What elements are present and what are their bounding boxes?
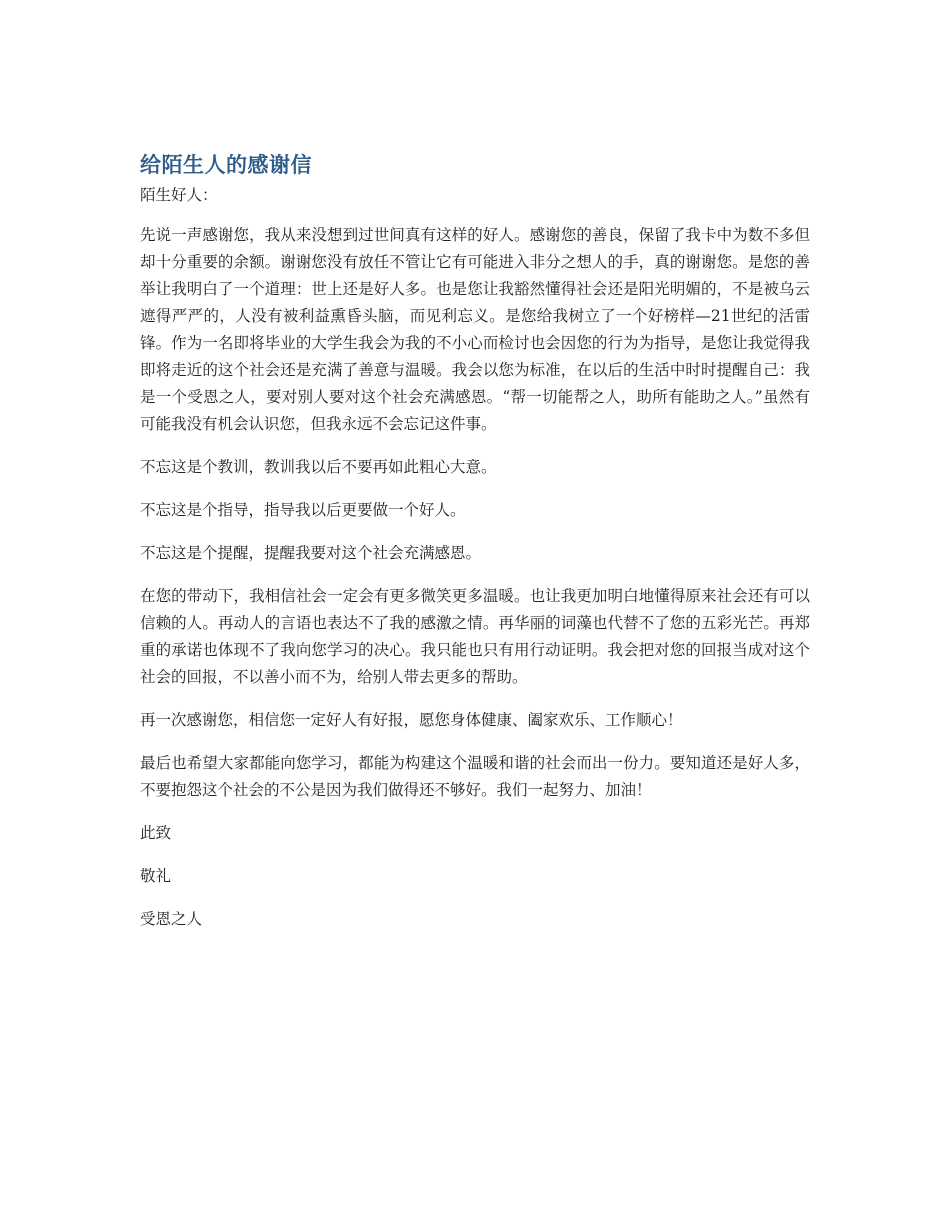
closing-line-2: 敬礼: [140, 867, 172, 885]
paragraph-influence: 在您的带动下，我相信社会一定会有更多微笑更多温暖。也让我更加明白地懂得原来社会还有可以信赖的人。再动人的言语也表达不了我的感激之情。再华丽的词藻也代替不了您的五彩光芒。再郑重的承诺也体现不了我向您学习的决心。我只能也只有用行动证明。我会把对您的回报当成对这个社会的回报，不以善小而不为，给别人带去更多的帮助。: [140, 587, 810, 686]
signature: 受恩之人: [140, 910, 203, 928]
paragraph-main: 先说一声感谢您，我从来没想到过世间真有这样的好人。感谢您的善良，保留了我卡中为数不多但却十分重要的余额。谢谢您没有放任不管让它有可能进入非分之想人的手，真的谢谢您。是您的善举让我明白了一个道理：世上还是好人多。也是您让我豁然懂得社会还是阳光明媚的，不是被乌云遮得严严的，人没有被利益熏昏头脑，而见利忘义。是您给我树立了一个好榜样—21世纪的活雷锋。作为一名即将毕业的大学生我会为我的不小心而检讨也会因您的行为为指导，是您让我觉得我即将走近的这个社会还是充满了善意与温暖。我会以您为标准，在以后的生活中时时提醒自己：我是一个受恩之人，要对别人要对这个社会充满感恩。“帮一切能帮之人，助所有能助之人。”虽然有可能我没有机会认识您，但我永远不会忘记这件事。: [140, 226, 810, 433]
salutation: 陌生好人：: [140, 186, 218, 204]
letter-page: [140, 148, 810, 949]
paragraph-lesson: 不忘这是个教训，教训我以后不要再如此粗心大意。: [140, 458, 497, 476]
paragraph-reminder: 不忘这是个提醒，提醒我要对这个社会充满感恩。: [140, 544, 482, 562]
document-title: 给陌生人的感谢信: [140, 153, 312, 177]
paragraph-guidance: 不忘这是个指导，指导我以后更要做一个好人。: [140, 501, 466, 519]
closing-line-1: 此致: [140, 824, 172, 842]
paragraph-hope: 最后也希望大家都能向您学习，都能为构建这个温暖和谐的社会而出一份力。要知道还是好人多，不要抱怨这个社会的不公是因为我们做得还不够好。我们一起努力、加油！: [140, 754, 810, 799]
paragraph-thanks-again: 再一次感谢您，相信您一定好人有好报，愿您身体健康、阖家欢乐、工作顺心！: [140, 711, 683, 729]
